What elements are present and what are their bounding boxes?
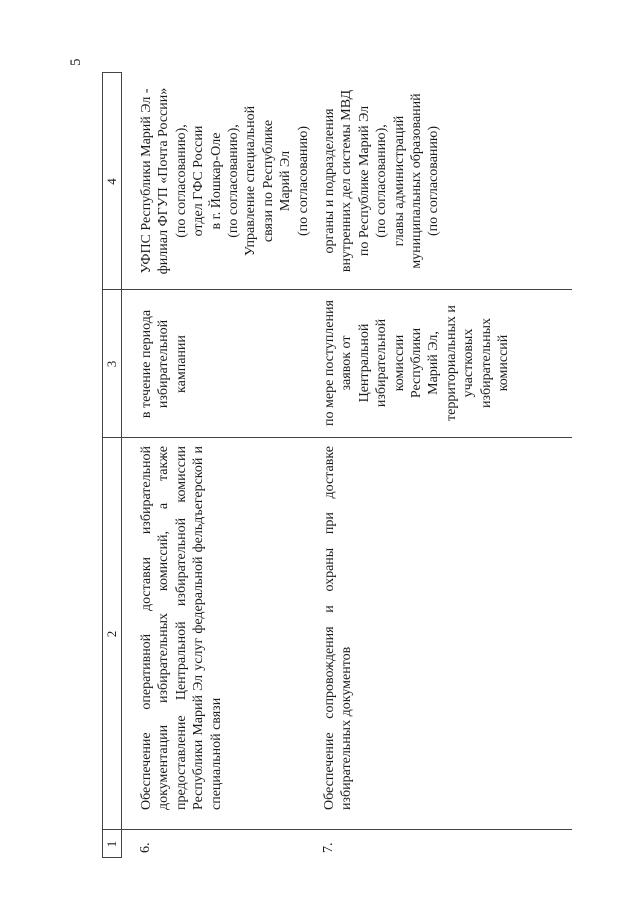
header-col-4: 4 — [104, 178, 119, 185]
row-responsible: органы и подразделения внутренних дел системы МВД по Республике Марий Эл (по согласованию), главы администраций муниципальных образований (по согласованию) — [322, 89, 442, 273]
row-term: по мере поступления заявок от Центральной избирательной комиссии Республики Марий Эл, территориальных и участковых избирательных комиссий — [322, 300, 512, 426]
column-line-2 — [102, 437, 572, 438]
row-term: в течение периода избирательной кампании — [139, 309, 189, 419]
header-bottom-line — [121, 73, 122, 858]
header-col-3: 3 — [104, 360, 119, 368]
plan-table — [102, 68, 582, 858]
row-number: 7. — [321, 842, 336, 853]
page-number: 5 — [68, 58, 84, 66]
row-responsible: УФПС Республики Марий Эл - филиал ФГУП «Почта России» (по согласованию), отдел ГФС России в г. Йошкар-Оле (по согласованию), Управление специальной связи по Республике Марий Эл (по согласованию) — [139, 87, 311, 275]
row-task: Обеспечение сопровождения и охраны при доставке избирательных документов — [322, 446, 355, 810]
header-col-1: 1 — [104, 840, 119, 848]
header-col-2: 2 — [104, 630, 119, 638]
row-number: 6. — [138, 842, 153, 853]
column-line-1 — [102, 829, 572, 830]
table-top-line — [102, 73, 103, 858]
row-task: Обеспечение оперативной доставки избирательной документации избирательных комиссий, а также предоставление Центральной избирательной комиссии Республики Марий Эл услуг федеральной фельдъегерской и специальной связи — [139, 446, 224, 810]
